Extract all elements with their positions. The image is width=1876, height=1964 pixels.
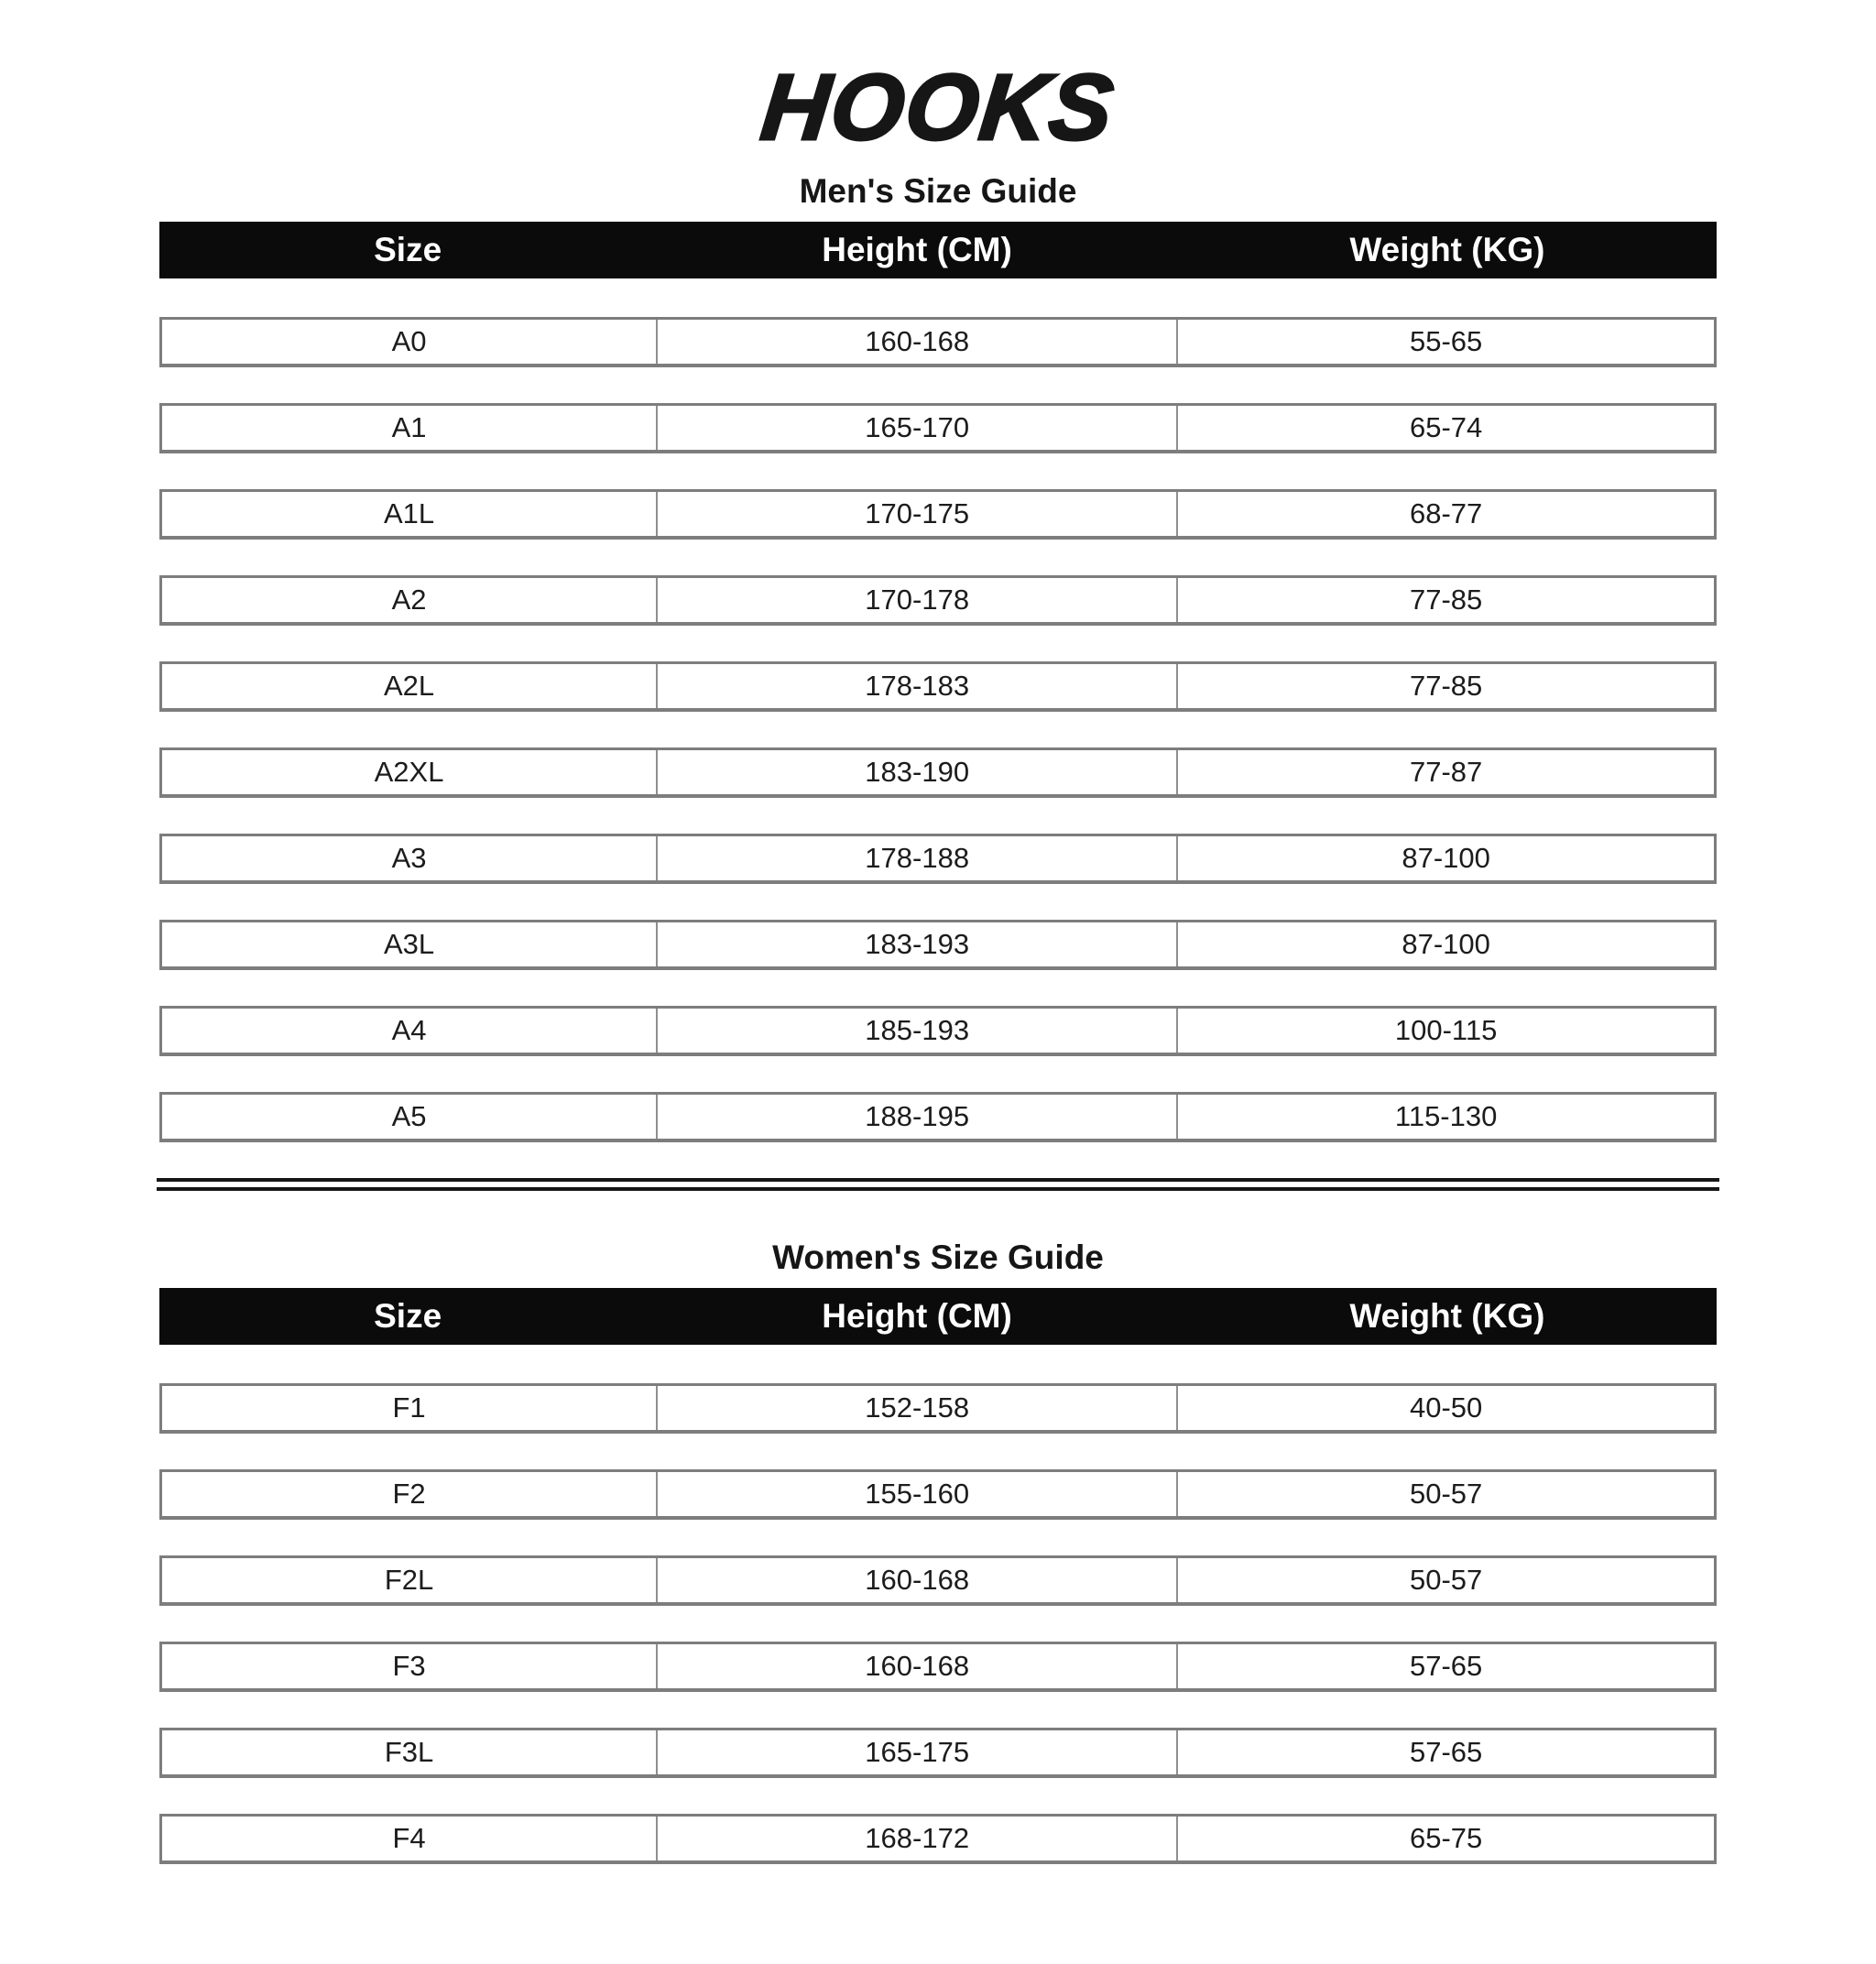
weight-cell: 115-130 (1176, 1095, 1714, 1139)
womens-table-header (159, 1288, 1717, 1345)
weight-cell: 77-85 (1176, 578, 1714, 622)
brand-logo-container (0, 0, 1876, 159)
weight-cell: 50-57 (1176, 1558, 1714, 1602)
size-cell: F1 (392, 1391, 426, 1424)
height-cell: 183-193 (656, 922, 1176, 966)
brand-logo: HOOKS (756, 55, 1120, 159)
table-row (159, 1814, 1717, 1864)
size-cell: F2 (392, 1478, 426, 1510)
weight-cell: 57-65 (1176, 1730, 1714, 1774)
height-cell: 165-170 (656, 406, 1176, 450)
size-cell: A2XL (374, 756, 444, 788)
table-row (159, 317, 1717, 367)
weight-cell: 68-77 (1176, 492, 1714, 536)
column-header-weight: Weight (KG) (1349, 231, 1545, 268)
table-row (159, 920, 1717, 970)
table-row (159, 1383, 1717, 1434)
height-cell: 185-193 (656, 1009, 1176, 1053)
size-cell: A1 (391, 411, 427, 443)
weight-cell: 50-57 (1176, 1472, 1714, 1516)
weight-cell: 87-100 (1176, 836, 1714, 880)
weight-cell: 40-50 (1176, 1386, 1714, 1430)
height-cell: 178-183 (656, 664, 1176, 708)
weight-cell: 65-75 (1176, 1817, 1714, 1860)
weight-cell: 77-87 (1176, 750, 1714, 794)
table-row (159, 1469, 1717, 1520)
section-divider (157, 1178, 1719, 1191)
size-cell: F3L (384, 1736, 434, 1768)
size-cell: F2L (384, 1564, 434, 1596)
column-header-height: Height (CM) (822, 231, 1012, 268)
size-cell: A1L (383, 497, 435, 529)
table-row (159, 403, 1717, 453)
height-cell: 155-160 (656, 1472, 1176, 1516)
height-cell: 183-190 (656, 750, 1176, 794)
weight-cell: 77-85 (1176, 664, 1714, 708)
size-cell: A3 (391, 842, 427, 874)
column-header-size: Size (374, 231, 442, 268)
table-row (159, 1092, 1717, 1142)
size-cell: A5 (391, 1100, 427, 1132)
weight-cell: 87-100 (1176, 922, 1714, 966)
size-cell: A4 (391, 1014, 427, 1046)
column-header-weight: Weight (KG) (1349, 1297, 1545, 1335)
weight-cell: 100-115 (1176, 1009, 1714, 1053)
height-cell: 160-168 (656, 1644, 1176, 1688)
table-row (159, 489, 1717, 540)
table-row (159, 834, 1717, 884)
table-row (159, 575, 1717, 626)
weight-cell: 65-74 (1176, 406, 1714, 450)
mens-size-table (159, 222, 1717, 1142)
height-cell: 178-188 (656, 836, 1176, 880)
womens-size-table (159, 1288, 1717, 1864)
height-cell: 160-168 (656, 1558, 1176, 1602)
height-cell: 188-195 (656, 1095, 1176, 1139)
weight-cell: 57-65 (1176, 1644, 1714, 1688)
height-cell: 152-158 (656, 1386, 1176, 1430)
column-header-size: Size (374, 1297, 442, 1335)
height-cell: 170-175 (656, 492, 1176, 536)
table-row (159, 747, 1717, 798)
size-cell: A3L (383, 928, 435, 960)
table-row (159, 1555, 1717, 1606)
size-cell: F4 (392, 1822, 426, 1854)
height-cell: 170-178 (656, 578, 1176, 622)
column-header-height: Height (CM) (822, 1297, 1012, 1335)
table-row (159, 1728, 1717, 1778)
weight-cell: 55-65 (1176, 320, 1714, 364)
size-cell: A2L (383, 670, 435, 702)
height-cell: 160-168 (656, 320, 1176, 364)
height-cell: 165-175 (656, 1730, 1176, 1774)
table-row (159, 661, 1717, 712)
mens-size-guide-title: Men's Size Guide (799, 172, 1077, 210)
mens-table-header (159, 222, 1717, 278)
table-row (159, 1642, 1717, 1692)
size-cell: F3 (392, 1650, 426, 1682)
height-cell: 168-172 (656, 1817, 1176, 1860)
womens-size-guide-title: Women's Size Guide (772, 1238, 1104, 1276)
size-cell: A0 (391, 325, 427, 357)
table-row (159, 1006, 1717, 1056)
size-cell: A2 (391, 584, 427, 616)
